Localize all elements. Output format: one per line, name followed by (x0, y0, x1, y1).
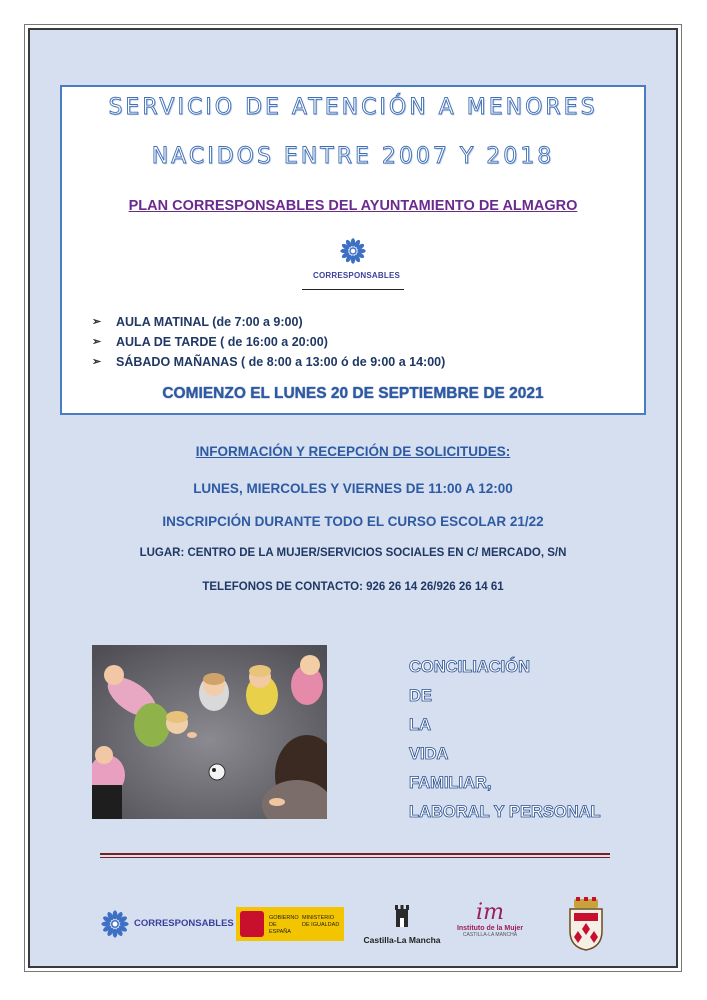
info-phones: TELEFONOS DE CONTACTO: 926 26 14 26/926 26 14 61 (202, 581, 504, 593)
arrow-bullet-icon: ➢ (92, 336, 102, 348)
ministry-text: MINISTERIO DE IGUALDAD (302, 915, 340, 928)
divider (302, 289, 404, 290)
snowflake-icon (100, 909, 130, 939)
clm-text: Castilla-La Mancha (363, 935, 441, 945)
arrow-bullet-icon: ➢ (92, 356, 102, 368)
info-inscription: INSCRIPCIÓN DURANTE TODO EL CURSO ESCOLAR 21/22 (162, 514, 544, 529)
im-monogram: im (476, 900, 504, 925)
footer-logos (100, 901, 610, 961)
info-place: LUGAR: CENTRO DE LA MUJER/SERVICIOS SOCIALES EN C/ MERCADO, S/N (139, 547, 567, 559)
title-line-1: SERVICIO DE ATENCIÓN A MENORES (108, 95, 598, 120)
children-playing-photo (92, 645, 327, 819)
schedule-list (92, 312, 445, 372)
footer-corresponsables-logo (100, 909, 234, 941)
poster-frame (28, 28, 678, 968)
plan-subtitle: PLAN CORRESPONSABLES DEL AYUNTAMIENTO DE ALMAGRO (128, 198, 578, 214)
start-date: COMIENZO EL LUNES 20 DE SEPTIEMBRE DE 2021 (162, 385, 544, 402)
im-name: Instituto de la Mujer (456, 925, 524, 932)
gov-text: GOBIERNO DE ESPAÑA (269, 915, 299, 935)
corresponsables-logo (313, 237, 401, 280)
im-region: CASTILLA-LA MANCHA (462, 932, 518, 938)
footer-clm-logo (362, 903, 442, 947)
list-item: ➢ SÁBADO MAÑANAS ( de 8:00 a 13:00 ó de 9:00 a 14:00) (92, 352, 445, 372)
footer-gobierno-logo (236, 907, 344, 941)
list-item: ➢ AULA DE TARDE ( de 16:00 a 20:00) (92, 332, 445, 352)
list-item: ➢ AULA MATINAL (de 7:00 a 9:00) (92, 312, 445, 332)
header-box (60, 85, 646, 415)
footer-divider-thin (100, 857, 610, 858)
coat-of-arms-icon (240, 911, 264, 937)
footer-corresponsables-text: CORRESPONSABLES (134, 918, 234, 929)
conciliation-text: CONCILIACIÓN DE LA VIDA FAMILIAR, LABORAL Y PERSONAL (409, 658, 601, 821)
info-heading: INFORMACIÓN Y RECEPCIÓN DE SOLICITUDES: (195, 444, 511, 459)
almagro-coat-of-arms-icon (566, 897, 606, 951)
footer-divider (100, 853, 610, 855)
footer-instituto-mujer-logo (450, 901, 530, 947)
arrow-bullet-icon: ➢ (92, 316, 102, 328)
title-line-2: NACIDOS ENTRE 2007 Y 2018 (151, 144, 555, 169)
snowflake-icon (339, 237, 367, 265)
info-days: LUNES, MIERCOLES Y VIERNES DE 11:00 A 12:00 (193, 481, 513, 496)
logo-text: CORRESPONSABLES (313, 271, 401, 280)
castle-icon (393, 903, 411, 929)
